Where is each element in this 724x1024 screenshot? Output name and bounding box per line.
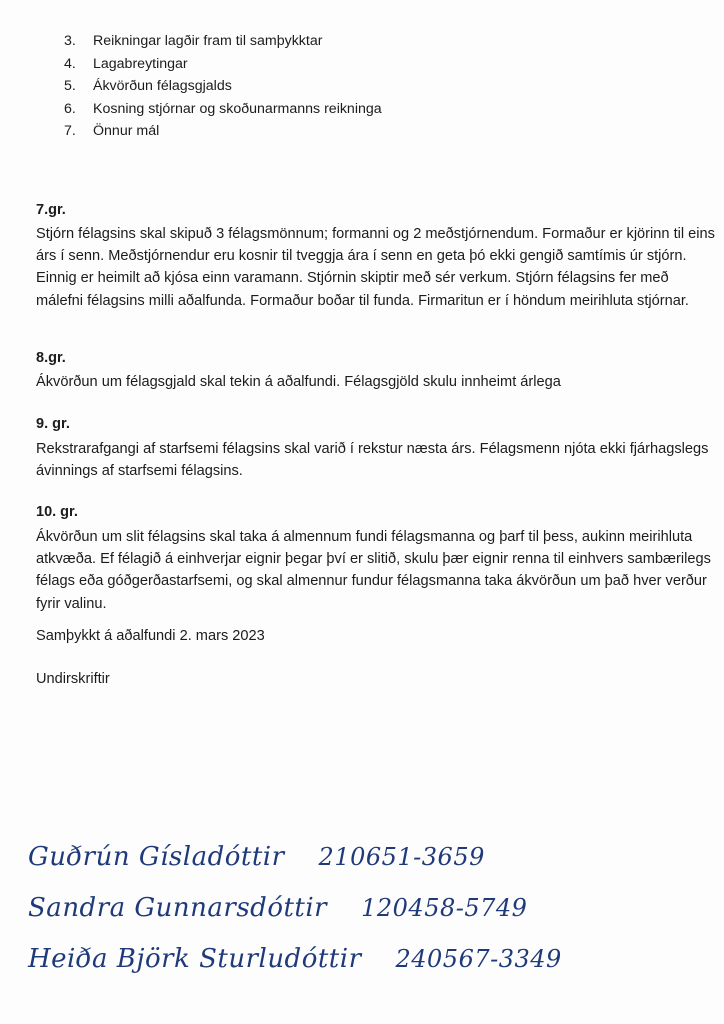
signature-name: Guðrún Gísladóttir — [28, 842, 285, 872]
agenda-item-text: Ákvörðun félagsgjalds — [93, 78, 232, 94]
section-9-title: 9. gr. — [36, 416, 70, 432]
agenda-item-text: Kosning stjórnar og skoðunarmanns reikninga — [93, 100, 382, 117]
signature-id: 240567-3349 — [395, 945, 562, 973]
signature-id: 210651-3659 — [318, 843, 485, 871]
agenda-item-text: Önnur mál — [93, 123, 160, 139]
signatures-label: Undirskriftir — [36, 671, 110, 687]
approval-line: Samþykkt á aðalfundi 2. mars 2023 — [36, 628, 265, 644]
section-9-text: Rekstrarafgangi af starfsemi félagsins skal varið í rekstur næsta árs. Félagsmenn njóta ekki fjárhagslegs ávinnings af starfsemi félagsins. — [36, 441, 709, 480]
signature-id: 120458-5749 — [361, 894, 528, 922]
agenda-item: 7. Önnur mál — [64, 120, 382, 143]
signature-1 — [28, 842, 485, 872]
agenda-item-text: Lagabreytingar — [93, 55, 188, 72]
agenda-item: 4. Lagabreytingar — [64, 53, 382, 76]
agenda-item-text: Reikningar lagðir fram til samþykktar — [93, 33, 323, 49]
section-10-title: 10. gr. — [36, 504, 78, 520]
agenda-item: 6. Kosning stjórnar og skoðunarmanns reikninga — [64, 98, 382, 121]
signature-3 — [28, 944, 562, 974]
section-7-title: 7.gr. — [36, 202, 66, 218]
agenda-item: 3. Reikningar lagðir fram til samþykktar — [64, 30, 382, 53]
signature-2 — [28, 893, 527, 923]
signature-name: Sandra Gunnarsdóttir — [28, 893, 328, 923]
section-8-text: Ákvörðun um félagsgjald skal tekin á aðalfundi. Félagsgjöld skulu innheimt árlega — [36, 374, 561, 390]
section-7-text: Stjórn félagsins skal skipuð 3 félagsmönnum; formanni og 2 meðstjórnendum. Formaður er kjörinn til eins árs í senn. Meðstjórnendur eru kosnir til tveggja ára í senn en geta þó ekki gengið samtímis úr stjórn. Einnig er heimilt að kjósa einn varamann. Stjórnin skiptir með sér verkum. Stjórn félagsins fer með málefni félagsins milli aðalfunda. Formaður boðar til funda. Firmaritun er í höndum meirihluta stjórnar. — [36, 226, 715, 309]
section-8-title: 8.gr. — [36, 350, 66, 366]
signature-name: Heiða Björk Sturludóttir — [28, 944, 362, 974]
section-10-text: Ákvörðun um slit félagsins skal taka á almennum fundi félagsmanna og þarf til þess, aukinn meirihluta atkvæða. Ef félagið á einhverjar eignir þegar því er slitið, skulu þær eignir renna til einhvers sambærilegs félags eða góðgerðastarfsemi, og skal almennur fundur félagsmanna taka ákvörðun um það hver verður fyrir valinu. — [36, 529, 711, 612]
agenda-item: 5. Ákvörðun félagsgjalds — [64, 75, 382, 98]
agenda-list — [64, 30, 382, 143]
